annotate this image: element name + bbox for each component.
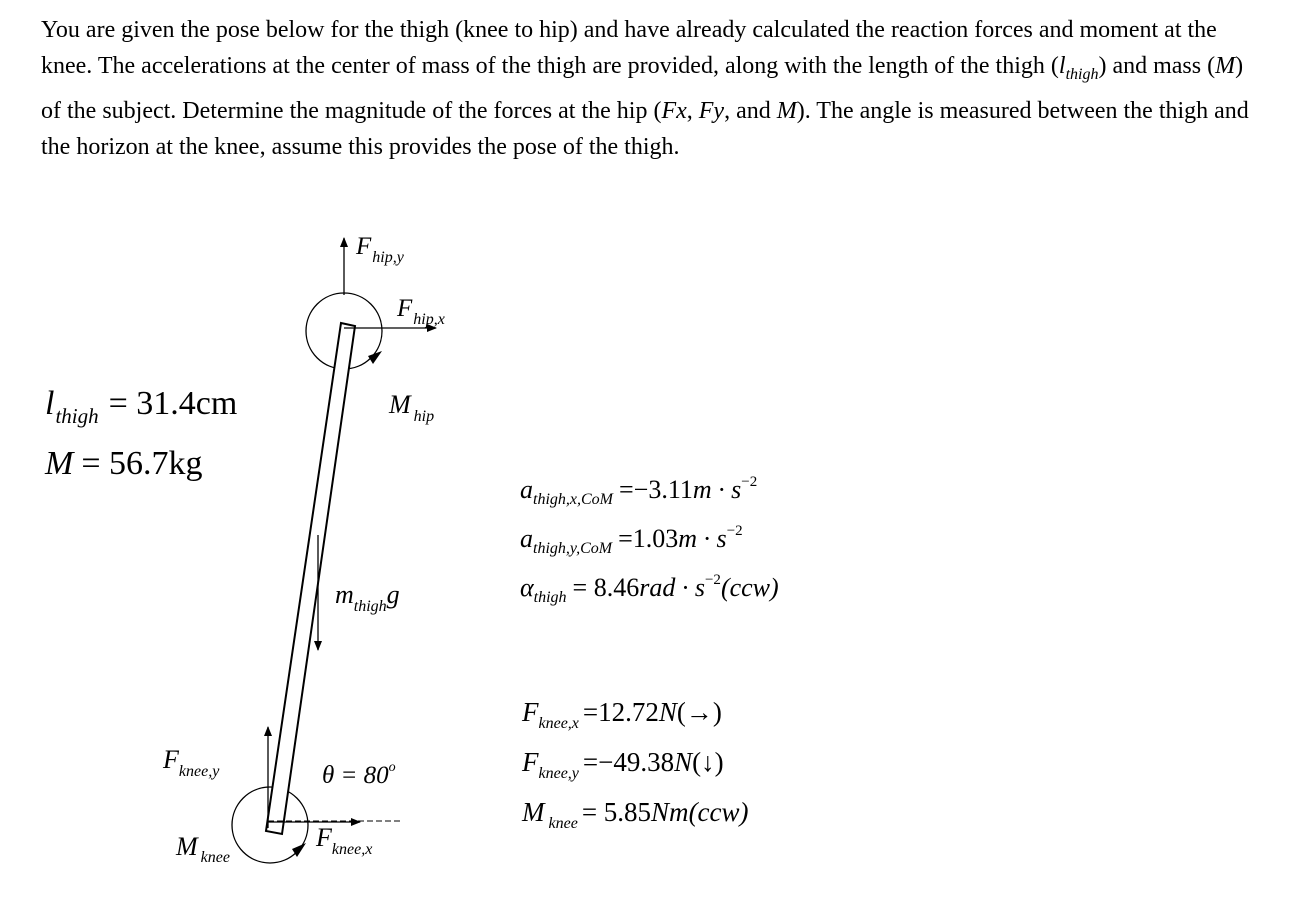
problem-fx: Fx (661, 97, 687, 124)
problem-text-4: ). The angle is measured between the thigh and the horizon at the knee, assume this provides the pose of the thigh. (41, 97, 1249, 160)
problem-sep-2: , and (724, 97, 777, 124)
accel-x-com: $a_{thigh,x,CoM} =-3.11m \cdot s^{-2}$ (520, 474, 758, 508)
problem-text-1: You are given the pose below for the thigh (knee to hip) and have already calculated the reaction forces and moment at the knee. The accelerations at the center of mass of the thigh are provided, along with the length of the thigh ( (41, 17, 1217, 79)
mass-given: M = 56.7kg (45, 445, 203, 482)
problem-text-3: ) of the subject. Determine the magnitude of the forces at the hip ( (41, 53, 1244, 124)
problem-l-subscript: thigh (1065, 65, 1099, 83)
f-knee-y-label: $F_{knee,y}$ (163, 745, 220, 780)
m-hip-label: M $_{hip}$ (389, 390, 435, 425)
m-knee-result: M $_{knee}$ = 5.85Nm(ccw) (522, 797, 749, 832)
weight-label: $m_{thigh}g$ (335, 580, 400, 615)
f-hip-x-label: $F_{hip,x}$ (397, 295, 445, 328)
angular-accel-thigh: $\alpha_{thigh} = 8.46rad \cdot s^{-2}(ccw)$ (520, 572, 779, 606)
problem-m: M (776, 97, 797, 124)
problem-text-2: ) and mass ( (1098, 53, 1216, 79)
problem-l-symbol: l (1058, 53, 1066, 79)
theta-label: $\theta = 80^o$ (322, 760, 396, 789)
f-knee-x-result: $F_{knee,x} =12.72N(\to)$ (522, 697, 722, 732)
m-knee-label: M $_{knee}$ (176, 832, 230, 866)
thigh-segment (266, 323, 355, 834)
problem-sep-1: , (686, 97, 699, 124)
f-knee-y-result: $F_{knee,y}$ =−49.38N(↓) (522, 747, 724, 782)
accel-y-com: $a_{thigh,y,CoM} =1.03m \cdot s^{-2}$ (520, 523, 743, 557)
thigh-length-given: $l_{thigh} = 31.4cm$ (45, 385, 238, 428)
problem-m-symbol: M (1215, 53, 1236, 79)
f-hip-y-label: $F_{hip,y}$ (356, 233, 404, 266)
problem-fy: Fy (698, 97, 725, 124)
f-knee-x-label: $F_{knee,x}$ (316, 823, 373, 858)
